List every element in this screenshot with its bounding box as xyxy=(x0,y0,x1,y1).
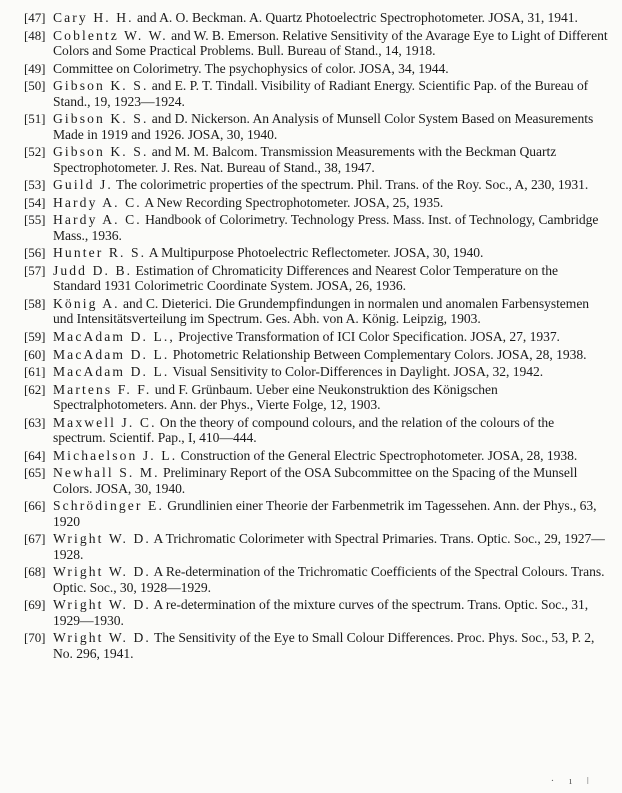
reference-text: und F. Grünbaum. Ueber eine Neukonstruktion des Königschen Spectralphotometers. Ann. der Phys., Vierte Folge, 12, 1903. xyxy=(53,381,498,413)
reference-number: [63] xyxy=(24,414,46,430)
reference-entry xyxy=(24,263,609,294)
reference-author: Wright W. D. xyxy=(53,531,151,547)
reference-author: MacAdam D. L. xyxy=(53,346,170,362)
reference-text: Estimation of Chromaticity Differences and Nearest Color Temperature on the Standard 1931 Colorimetric Coordinate System. JOSA, 26, 1936. xyxy=(53,262,559,294)
reference-author: Wright W. D. xyxy=(53,564,151,580)
reference-text: and D. Nickerson. An Analysis of Munsell Color System Based on Measurements Made in 1919 and 1926. JOSA, 30, 1940. xyxy=(53,111,594,142)
reference-entry xyxy=(24,78,609,109)
reference-text: Projective Transformation of ICI Color Specification. JOSA, 27, 1937. xyxy=(174,328,560,344)
reference-number: [68] xyxy=(24,564,46,580)
reference-author: Martens F. F. xyxy=(53,381,152,397)
reference-text: The Sensitivity of the Eye to Small Colour Differences. Proc. Phys. Soc., 53, P. 2, No. 296, 1941. xyxy=(53,630,595,661)
reference-number: [59] xyxy=(24,328,46,344)
reference-entry xyxy=(24,630,609,661)
reference-number: [47] xyxy=(24,10,46,25)
reference-number: [62] xyxy=(24,381,46,397)
reference-number: [55] xyxy=(24,212,46,228)
reference-text: On the theory of compound colours, and the relation of the colours of the spectrum. Scientif. Pap., I, 410—444. xyxy=(53,414,555,446)
reference-entry xyxy=(24,597,609,628)
reference-text: A Trichromatic Colorimeter with Spectral Primaries. Trans. Optic. Soc., 29, 1927—1928. xyxy=(53,531,605,562)
reference-list xyxy=(24,10,609,663)
reference-number: [58] xyxy=(24,295,46,311)
reference-text: and C. Dieterici. Die Grundempfindungen in normalen und anomalen Farbensystemen und Intensitätsverteilung im Spectrum. Ges. Abh. von A. König. Leipzig, 1903. xyxy=(53,295,590,327)
reference-entry xyxy=(24,498,609,529)
reference-entry xyxy=(24,212,609,243)
reference-number: [53] xyxy=(24,177,46,193)
reference-entry xyxy=(24,10,609,25)
reference-number: [65] xyxy=(24,465,46,481)
reference-text: Photometric Relationship Between Complementary Colors. JOSA, 28, 1938. xyxy=(169,346,587,362)
reference-number: [66] xyxy=(24,498,46,514)
reference-number: [60] xyxy=(24,346,46,362)
reference-author: Wright W. D. xyxy=(53,597,151,613)
reference-number: [56] xyxy=(24,245,46,261)
reference-entry xyxy=(24,448,609,463)
reference-author: Gibson K. S. xyxy=(53,78,149,94)
reference-author: Hardy A. C. xyxy=(53,194,142,210)
reference-author: Maxwell J. C. xyxy=(53,414,157,430)
reference-entry xyxy=(24,415,609,446)
reference-text: Preliminary Report of the OSA Subcommittee on the Spacing of the Munsell Colors. JOSA, 30, 1940. xyxy=(53,465,578,496)
reference-entry xyxy=(24,177,609,192)
reference-entry xyxy=(24,195,609,210)
reference-text: Visual Sensitivity to Color-Differences in Daylight. JOSA, 32, 1942. xyxy=(169,364,544,380)
reference-entry xyxy=(24,111,609,142)
reference-author: König A. xyxy=(53,295,120,311)
reference-author: Schrödinger E. xyxy=(53,498,164,514)
reference-number: [48] xyxy=(24,27,46,43)
reference-text: A Multipurpose Photoelectric Reflectometer. JOSA, 30, 1940. xyxy=(146,245,484,261)
reference-entry xyxy=(24,531,609,562)
reference-entry xyxy=(24,329,609,344)
reference-text: and W. B. Emerson. Relative Sensitivity of the Avarage Eye to Light of Different Colors and Some Practical Problems. Bull. Bureau of Stand., 14, 1918. xyxy=(53,27,608,58)
reference-number: [52] xyxy=(24,144,46,160)
reference-text: Committee on Colorimetry. The psychophysics of color. JOSA, 34, 1944. xyxy=(53,60,449,76)
reference-number: [64] xyxy=(24,447,46,463)
reference-entry xyxy=(24,465,609,496)
reference-author: Gibson K. S. xyxy=(53,111,149,127)
reference-number: [57] xyxy=(24,262,46,278)
reference-number: [51] xyxy=(24,111,46,127)
reference-text: and M. M. Balcom. Transmission Measurements with the Beckman Quartz Spectrophotometer. J. Res. Nat. Bureau of Stand., 38, 1947. xyxy=(53,144,557,175)
reference-author: Hardy A. C. xyxy=(53,212,142,228)
reference-author: Wright W. D. xyxy=(53,630,151,646)
reference-author: Coblentz W. W. xyxy=(53,27,168,43)
reference-author: Hunter R. S. xyxy=(53,245,147,261)
reference-author: Newhall S. M. xyxy=(53,465,160,481)
reference-author: Judd D. B. xyxy=(53,262,133,278)
reference-number: [49] xyxy=(24,60,46,76)
reference-number: [69] xyxy=(24,597,46,613)
reference-author: Gibson K. S. xyxy=(53,144,149,160)
reference-entry xyxy=(24,144,609,175)
reference-author: MacAdam D. L. xyxy=(53,364,170,380)
reference-author: Michaelson J. L. xyxy=(53,447,178,463)
reference-text: Construction of the General Electric Spectrophotometer. JOSA, 28, 1938. xyxy=(177,447,578,463)
reference-author: Guild J. xyxy=(53,177,113,193)
reference-text: and E. P. T. Tindall. Visibility of Radiant Energy. Scientific Pap. of the Bureau of Stand., 19, 1923—1924. xyxy=(53,78,589,109)
reference-author: MacAdam D. L., xyxy=(53,328,175,344)
reference-number: [50] xyxy=(24,78,46,94)
reference-entry xyxy=(24,564,609,595)
reference-text: Grundlinien einer Theorie der Farbenmetrik im Tagessehen. Ann. der Phys., 63, 1920 xyxy=(53,498,597,529)
scan-artifact-mark: · ı ǀ xyxy=(550,775,595,787)
reference-entry xyxy=(24,245,609,260)
reference-entry xyxy=(24,364,609,379)
reference-text: and A. O. Beckman. A. Quartz Photoelectric Spectrophotometer. JOSA, 31, 1941. xyxy=(133,10,578,25)
reference-entry xyxy=(24,296,609,327)
reference-number: [70] xyxy=(24,630,46,646)
reference-entry xyxy=(24,347,609,362)
reference-entry xyxy=(24,382,609,413)
reference-number: [61] xyxy=(24,364,46,380)
reference-number: [54] xyxy=(24,194,46,210)
reference-author: Cary H. H. xyxy=(53,10,134,25)
reference-number: [67] xyxy=(24,531,46,547)
reference-text: Handbook of Colorimetry. Technology Press. Mass. Inst. of Technology, Cambridge Mass., 1936. xyxy=(53,212,599,243)
reference-text: A New Recording Spectrophotometer. JOSA, 25, 1935. xyxy=(141,194,444,210)
reference-text: A Re-determination of the Trichromatic Coefficients of the Spectral Colours. Trans. Optic. Soc., 30, 1928—1929. xyxy=(53,564,605,595)
reference-entry xyxy=(24,28,609,59)
reference-text: A re-determination of the mixture curves of the spectrum. Trans. Optic. Soc., 31, 1929—1930. xyxy=(53,597,589,628)
reference-text: The colorimetric properties of the spectrum. Phil. Trans. of the Roy. Soc., A, 230, 1931. xyxy=(112,177,589,193)
reference-entry xyxy=(24,61,609,76)
